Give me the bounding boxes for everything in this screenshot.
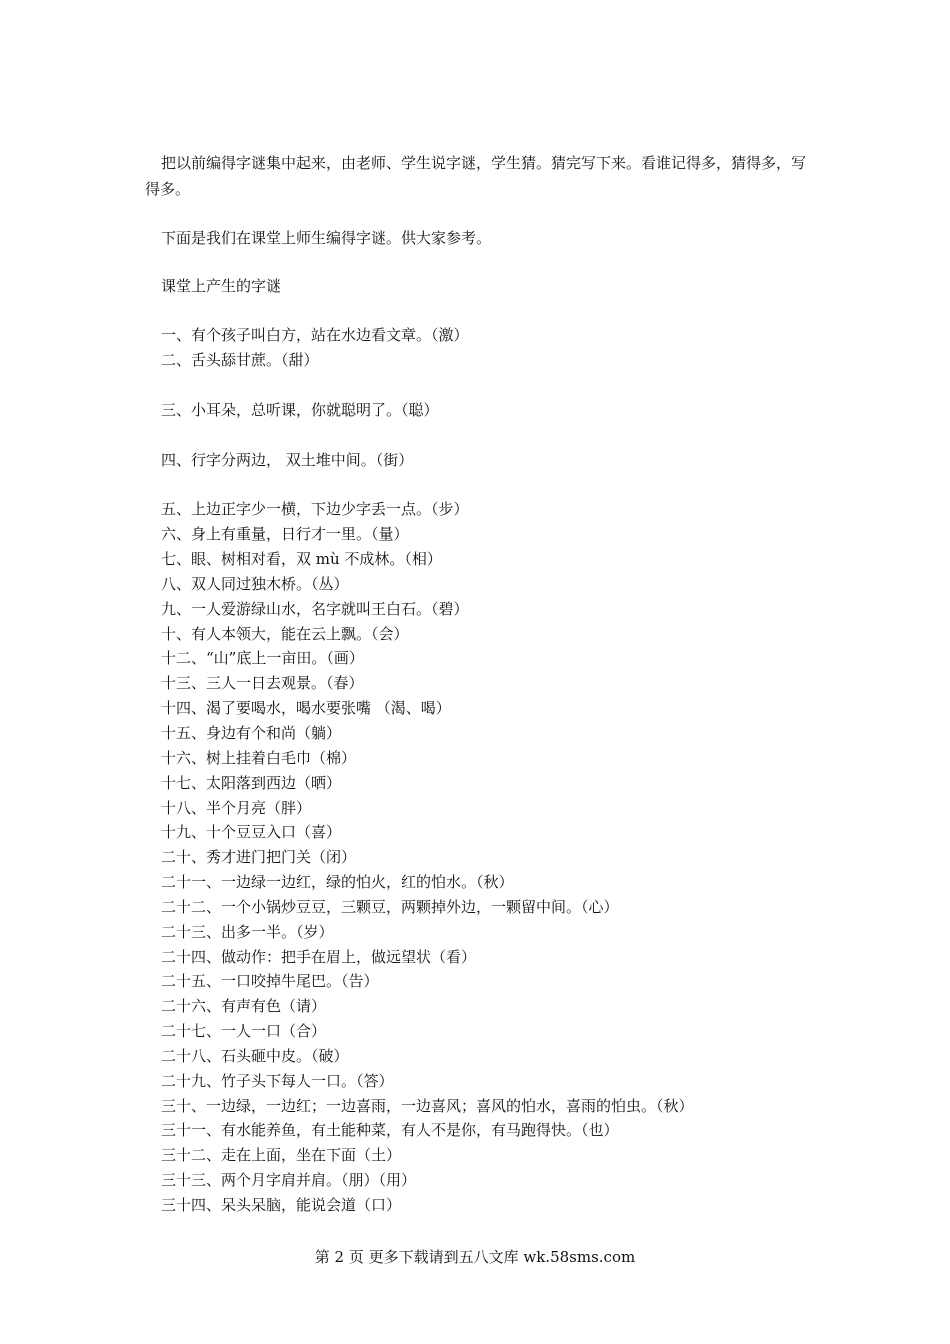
intro-paragraph-2: 下面是我们在课堂上师生编得字谜。供大家参考。: [161, 229, 492, 247]
riddle-item: 七、眼、树相对看，双 mù 不成林。（相）: [161, 550, 442, 569]
riddle-list: [161, 323, 694, 1218]
riddle-item: 十三、三人一日去观景。（春）: [161, 674, 364, 693]
riddle-item: 十五、身边有个和尚（躺）: [161, 723, 342, 742]
riddle-item: 二十七、一人一口（合）: [161, 1022, 327, 1041]
riddle-item: 十六、树上挂着白毛巾（棉）: [161, 748, 357, 767]
intro-paragraph-1: 把以前编得字谜集中起来，由老师、学生说字谜，学生猜。猜完写下来。看谁记得多，猜得多，写得多。: [145, 154, 807, 198]
riddle-item: 三十二、走在上面，坐在下面（土）: [161, 1146, 402, 1165]
riddle-item: 十九、十个豆豆入口（喜）: [161, 823, 342, 842]
riddle-item: 九、一人爱游绿山水，名字就叫王白石。（碧）: [161, 599, 469, 618]
riddle-item: 二十四、做动作：把手在眉上，做远望状（看）: [161, 947, 477, 966]
section-heading: 课堂上产生的字谜: [161, 277, 282, 295]
riddle-item: 二十三、出多一半。（岁）: [161, 922, 334, 941]
riddle-item: 十二、“山”底上一亩田。（画）: [161, 649, 364, 668]
riddle-item: 二十、秀才进门把门关（闭）: [161, 848, 357, 867]
page-footer: 第 2 页 更多下载请到五八文库 wk.58sms.com: [314, 1248, 636, 1266]
riddle-item: 三十、一边绿，一边红；一边喜雨，一边喜风；喜风的怕水，喜雨的怕虫。（秋）: [161, 1096, 694, 1115]
riddle-item: 二十五、一口咬掉牛尾巴。（告）: [161, 972, 379, 991]
riddle-item: 二十二、一个小锅炒豆豆，三颗豆，两颗掉外边，一颗留中间。（心）: [161, 897, 619, 916]
riddle-item: 二十九、竹子头下每人一口。（答）: [161, 1071, 394, 1090]
riddle-item: 二十六、有声有色（请）: [161, 997, 327, 1016]
riddle-item: 三十三、两个月字肩并肩。（朋）（用）: [161, 1171, 417, 1190]
riddle-item: 五、上边正字少一横，下边少字丢一点。（步）: [161, 500, 469, 519]
riddle-item: 八、双人同过独木桥。（丛）: [161, 574, 349, 593]
riddle-item: 十七、太阳落到西边（晒）: [161, 773, 342, 792]
riddle-item: 四、行字分两边， 双土堆中间。（街）: [161, 450, 414, 469]
riddle-item: 六、身上有重量，日行才一里。（量）: [161, 525, 409, 544]
riddle-item: 三十一、有水能养鱼，有土能种菜，有人不是你，有马跑得快。（也）: [161, 1121, 619, 1140]
riddle-item: 三十四、呆头呆脑，能说会道（口）: [161, 1196, 402, 1214]
riddle-item: 二十一、一边绿一边红，绿的怕火，红的怕水。（秋）: [161, 873, 514, 892]
riddle-item: 二、舌头舔甘蔗。（甜）: [161, 350, 319, 369]
riddle-item: 十八、半个月亮（胖）: [161, 798, 312, 817]
riddle-item: 十、有人本领大，能在云上飘。（会）: [161, 624, 409, 643]
riddle-item: 一、有个孩子叫白方，站在水边看文章。（激）: [161, 326, 469, 344]
riddle-item: 十四、渴了要喝水，喝水要张嘴 （渴、喝）: [161, 699, 451, 718]
riddle-item: 二十八、石头砸中皮。（破）: [161, 1046, 349, 1065]
riddle-item: 三、小耳朵，总听课，你就聪明了。（聪）: [161, 400, 439, 419]
